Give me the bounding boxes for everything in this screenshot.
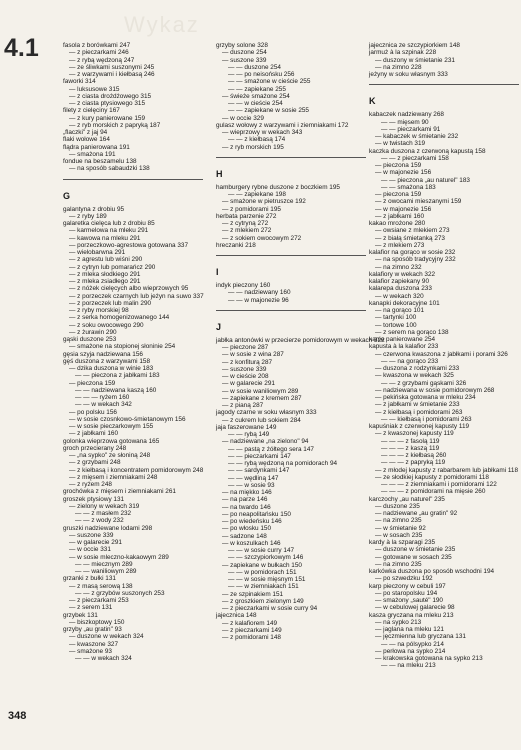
index-entry: filety z cielęciny 167 xyxy=(63,107,120,115)
header-ghost-text: Wykaz xyxy=(124,12,200,37)
index-entry: — — duszone 254 xyxy=(228,63,281,71)
index-entry: — z mleka słodkiego 291 xyxy=(69,270,141,278)
index-entry: — zapiekane z kremem 287 xyxy=(222,394,302,402)
index-entry: — w majonezie 156 xyxy=(375,169,432,177)
index-entry: — — pieczona z jabłkami 183 xyxy=(75,372,160,380)
index-entry: — z żurawin 290 xyxy=(69,328,117,336)
index-entry: — na twardo 146 xyxy=(222,503,271,511)
index-entry: — w occie 331 xyxy=(69,546,111,554)
index-entry: — z mlekiem 273 xyxy=(375,241,425,249)
index-entry: — pieczona 159 xyxy=(375,162,422,169)
index-entry: — z cytryną 272 xyxy=(222,220,269,227)
index-entry: — z pianą 287 xyxy=(222,402,264,409)
section-letter-g: G xyxy=(63,190,71,201)
section-rule xyxy=(63,179,203,180)
index-entry: gulasz wołowy z warzywami i ziemniakami 172 xyxy=(216,121,349,129)
index-entry: — z ryb morskich z papryką 187 xyxy=(69,121,161,129)
index-entry: — — szczypiorkowym 146 xyxy=(228,554,304,562)
index-entry: galantyna z drobiu 95 xyxy=(63,205,125,213)
index-entry: — nadziewana w sosie pomidorowym 268 xyxy=(375,386,495,394)
section-k xyxy=(369,84,519,107)
index-entry: — zielony w wekach 319 xyxy=(69,502,140,510)
index-entry: — — z grzybów suszonych 253 xyxy=(75,589,165,597)
index-entry: — pekińska gotowana w mleku 234 xyxy=(375,394,476,401)
index-entry: — — rybą wędzoną na pomidorach 94 xyxy=(228,460,338,467)
index-entry: gruszki nadziewane lodami 298 xyxy=(63,524,153,532)
index-entry: — duszony w śmietanie 231 xyxy=(375,56,455,64)
index-entry: — sadzone 148 xyxy=(222,532,267,540)
index-entry: — na zimno 235 xyxy=(375,560,422,568)
index-entry: — — z kiełbasą 174 xyxy=(228,136,286,144)
index-entry: — duszone w śmietanie 235 xyxy=(375,546,456,554)
index-entry: — z owocami mieszanymi 159 xyxy=(375,198,462,206)
section-rule xyxy=(216,157,366,158)
index-entry: — — sardynkami 147 xyxy=(228,467,290,475)
index-entry: jajecznica 148 xyxy=(216,612,257,620)
index-entry: — — pastą z żółtego sera 147 xyxy=(228,445,314,453)
index-entry: — suszone 339 xyxy=(69,531,114,539)
index-entry: — z pieczarkami 253 xyxy=(69,597,129,604)
index-entry: — z porzeczek lub malin 290 xyxy=(69,299,152,307)
index-entry: — po włosku 150 xyxy=(222,525,272,533)
index-entry: — krakowska gotowana na sypko 213 xyxy=(375,655,483,662)
index-entry: — smażone na stopionej słoninie 254 xyxy=(69,343,176,351)
index-entry: — nadziewane „na zielono" 94 xyxy=(222,438,309,446)
index-entry: — z cukrem lub sokiem 284 xyxy=(222,416,301,424)
index-entry: — z warzywami i kiełbasą 246 xyxy=(69,71,155,78)
section-rule xyxy=(216,310,366,311)
index-entry: kakao mrożone 280 xyxy=(369,220,426,227)
index-entry: — zapiekane w bułkach 150 xyxy=(222,561,302,569)
index-entry: — z ryb morskich 195 xyxy=(222,143,284,151)
index-entry: — wieprzowy w wekach 343 xyxy=(222,129,303,136)
index-entry: kaczka duszona z czerwoną kapustą 158 xyxy=(369,147,486,155)
index-entry: — — rybą 149 xyxy=(228,431,270,438)
index-entry: — — nadziewana kaszą 160 xyxy=(75,386,157,394)
index-entry: — luksusowe 315 xyxy=(69,85,120,93)
index-entry: — w sosie czosnkowo-śmietanowym 156 xyxy=(69,415,186,423)
index-entry: — z pieczarkami w sosie curry 94 xyxy=(222,605,318,612)
index-entry: — duszona z rodzynkami 233 xyxy=(375,365,460,372)
index-entry: — z jabłkami 160 xyxy=(69,430,119,438)
index-entry: — z nóżek cielęcych albo wieprzowych 95 xyxy=(69,285,189,293)
index-entry: — kwaszone 327 xyxy=(69,640,119,648)
index-entry: — na zimno 228 xyxy=(375,63,422,71)
index-entry: — pieczona 159 xyxy=(69,379,116,387)
index-entry: — z jabłkami w śmietanie 233 xyxy=(375,401,460,409)
index-entry: kabaczek nadziewany 268 xyxy=(369,111,444,119)
index-entry: — — — z pomidorami na mięsie 260 xyxy=(381,488,486,496)
entries-f xyxy=(63,42,203,173)
index-entry: — na sypko 213 xyxy=(375,618,422,626)
index-entry: — — w pomidorach 151 xyxy=(228,568,297,576)
index-entry: — z ciasta drożdżowego 315 xyxy=(69,92,152,100)
index-entry: — biszkoptowy 150 xyxy=(69,618,125,626)
index-entry: — tartynki 100 xyxy=(375,314,417,322)
entries-j-cont xyxy=(369,42,519,78)
index-entry: — duszone 235 xyxy=(375,502,420,510)
index-entry: — owsiane z mlekiem 273 xyxy=(375,227,450,235)
index-entry: grochówka z mięsem i ziemniakami 261 xyxy=(63,488,176,496)
index-entry: — z porzeczek czarnych lub jeżyn na suwo 337 xyxy=(69,292,204,300)
index-entry: — duszone w wekach 324 xyxy=(69,633,144,641)
index-entry: — porzeczkowo-agrestowa gotowana 337 xyxy=(69,241,189,249)
index-entry: karczochy „au naturel" 235 xyxy=(369,495,445,503)
index-entry: — — smażona 183 xyxy=(381,183,436,191)
index-entry: kanapki dekoracyjne 101 xyxy=(369,299,440,307)
section-letter-j: J xyxy=(216,321,222,332)
index-entry: kapusta à la kalafior 233 xyxy=(369,343,439,351)
index-entry: — pieczone 287 xyxy=(222,344,269,351)
index-entry: — z grzybami 248 xyxy=(69,459,121,467)
index-entry: karkówka duszona po sposób wschodni 194 xyxy=(369,568,495,575)
entries-g-cont xyxy=(216,42,366,151)
index-column-2 xyxy=(216,42,385,641)
index-entry: — na sposób tradycyjny 232 xyxy=(375,256,456,264)
index-entry: grzybek 131 xyxy=(63,611,98,619)
index-entry: — z mięsem i ziemniakami 248 xyxy=(69,473,158,481)
index-entry: — — w majonezie 96 xyxy=(228,296,289,304)
index-entry: — z młodej kapusty z rabarbarem lub jabłkami 118 xyxy=(375,466,519,474)
index-entry: — — w cieście 254 xyxy=(228,100,283,107)
index-entry: grzanki z bułki 131 xyxy=(63,575,116,583)
index-entry: — — — ryżem 160 xyxy=(75,394,130,401)
index-entry: — — kiełbasą i pomidorami 263 xyxy=(381,415,472,423)
index-entry: — dzika duszona w winie 183 xyxy=(69,365,154,372)
index-entry: — po staropolsku 194 xyxy=(375,589,438,597)
index-entry: — pieczona 159 xyxy=(375,191,422,198)
index-entry: — po wiedeńsku 146 xyxy=(222,518,282,525)
index-entry: — z cytryn lub pomarańcz 290 xyxy=(69,263,156,271)
index-entry: — — zapiekane w sosie 255 xyxy=(228,107,309,115)
index-entry: — — w sosie 93 xyxy=(228,481,275,489)
index-entry: — — z wody 232 xyxy=(75,517,124,525)
index-entry: indyk pieczony 160 xyxy=(216,282,271,289)
index-entry: — nadziewane „au gratin" 92 xyxy=(375,510,458,517)
index-entry: — z kwaszonej kapusty 119 xyxy=(375,430,454,438)
index-entry: — w śmietanie 92 xyxy=(375,524,426,532)
index-entry: — na zimno 232 xyxy=(375,263,422,271)
index-entry: fondue na beszamelu 138 xyxy=(63,158,137,165)
index-entry: — z ryby morskiej 98 xyxy=(69,307,129,314)
index-entry: faworki 314 xyxy=(63,78,96,86)
index-entry: „flaczki" z jaj 94 xyxy=(63,129,108,136)
index-entry: — na zimno 235 xyxy=(375,517,422,525)
section-g xyxy=(63,179,203,202)
index-entry: — po polsku 156 xyxy=(69,408,117,416)
index-entry: — z białą śmietanką 273 xyxy=(375,234,445,242)
index-entry: — kabaczek w śmietanie 232 xyxy=(375,133,459,140)
index-entry: — — w wekach 342 xyxy=(75,401,132,409)
index-entry: jarmuż à la szpinak 228 xyxy=(369,49,437,57)
index-entry: — po neapolitańsku 150 xyxy=(222,510,291,518)
index-entry: — na sposób sabaudzki 138 xyxy=(69,165,150,173)
entries-g xyxy=(63,206,203,663)
index-entry: — z ryby 189 xyxy=(69,212,107,220)
index-entry: — z soku owocowego 290 xyxy=(69,321,144,329)
index-entry: — w galarecie 291 xyxy=(69,539,122,546)
index-entry: — — — z kiełbasą 260 xyxy=(381,452,447,459)
index-entry: — — w ziemniakach 151 xyxy=(228,583,299,591)
index-entry: — — — z kaszą 119 xyxy=(381,444,440,452)
section-rule xyxy=(369,84,519,85)
index-entry: — z jabłkami 160 xyxy=(375,212,425,220)
index-entry: — z kury panierowane 159 xyxy=(69,114,146,122)
index-entry: jeżyny w soku własnym 333 xyxy=(369,71,448,78)
index-entry: — kawowa na mleku 291 xyxy=(69,234,141,242)
index-entry: — — w sosie mięsnym 151 xyxy=(228,576,306,583)
section-j xyxy=(216,310,366,333)
index-entry: — z kiełbasą i koncentratem pomidorowym 248 xyxy=(69,466,204,474)
index-entry: — z pomidorami 195 xyxy=(222,205,281,213)
index-entry: gęś duszona z warzywami 158 xyxy=(63,357,151,365)
index-entry: — w koszulkach 146 xyxy=(222,539,281,547)
index-entry: — ze szpinakiem 151 xyxy=(222,590,284,598)
index-entry: kasza gryczana na mleku 213 xyxy=(369,611,454,619)
section-letter-i: I xyxy=(216,267,219,277)
index-entry: grzyby solone 328 xyxy=(216,42,268,49)
index-entry: — „na sypko" ze słoniną 248 xyxy=(69,452,151,459)
index-entry: herbata parzenie 272 xyxy=(216,212,277,220)
index-entry: — — z grzybami gąskami 326 xyxy=(381,379,467,387)
index-entry: — ze słodkiej kapusty z pomidorami 118 xyxy=(375,473,489,481)
index-entry: — z serem na gorąco 138 xyxy=(375,328,449,336)
section-i xyxy=(216,255,366,278)
index-column-3 xyxy=(369,42,519,670)
index-entry: — — zapiekane 198 xyxy=(228,191,286,198)
index-entry: gąski duszone 253 xyxy=(63,336,117,343)
index-entry: — na parze 146 xyxy=(222,496,268,504)
section-letter-k: K xyxy=(369,96,376,107)
index-entry: fasola z borówkami 247 xyxy=(63,42,131,49)
index-entry: jagody czarne w soku własnym 333 xyxy=(216,409,317,417)
index-entry: karp pieczony w cebuli 197 xyxy=(369,582,446,590)
index-entry: — z pomidorami 148 xyxy=(222,634,281,641)
index-entry: flaki wołowe 164 xyxy=(63,136,110,144)
index-entry: — — nadziewany 160 xyxy=(228,289,291,297)
index-entry: — — waniliowym 289 xyxy=(75,568,137,575)
index-entry: — w sosie pieczarkowym 155 xyxy=(69,423,154,430)
section-rule xyxy=(216,255,366,256)
section-letter-h: H xyxy=(216,168,223,179)
index-entry: — — smażone w cieście 255 xyxy=(228,78,311,86)
index-entry: — smażona 191 xyxy=(69,150,116,158)
index-entry: groszek ptysiowy 131 xyxy=(63,495,125,503)
entries-h xyxy=(216,184,366,249)
index-entry: — — na mleku 213 xyxy=(381,662,436,670)
index-entry: — karmelowa na mleku 291 xyxy=(69,227,149,235)
index-entry: groch przecierany 248 xyxy=(63,444,127,452)
index-entry: — — po neisońsku 256 xyxy=(228,71,295,78)
index-entry: — z serem 131 xyxy=(69,604,113,612)
index-entry: — w majonezie 156 xyxy=(375,205,432,213)
index-entry: — — w wekach 324 xyxy=(75,655,132,662)
index-entry: — w sosie waniliowym 289 xyxy=(222,387,299,395)
index-entry: kalafiory w wekach 322 xyxy=(369,270,436,278)
index-entry: — smażone 93 xyxy=(69,647,112,655)
index-entry: — z agrestu lub wiśni 290 xyxy=(69,256,143,264)
index-entry: — smażone w pietruszce 192 xyxy=(222,198,306,206)
index-entry: — — pieczarkami 147 xyxy=(228,452,291,460)
index-entry: jabłka antonówki w przecierze pomidorowym w wekach 322 xyxy=(216,336,385,344)
index-entry: — — pieczarkami 91 xyxy=(381,125,441,133)
index-entry: — w galarecie 291 xyxy=(222,380,275,388)
index-entry: — czerwona kwaszona z jabłkami i porami 326 xyxy=(375,350,508,358)
index-entry: — jaglana na mleku 121 xyxy=(375,626,444,633)
index-entry: — w twistach 319 xyxy=(375,140,426,148)
index-entry: — smażony „sauté" 190 xyxy=(375,597,443,604)
index-entry: galaretka cielęca lub z drobiu 85 xyxy=(63,220,155,227)
index-entry: gęsia szyja nadziewana 156 xyxy=(63,350,143,358)
index-entry: hamburgery rybne duszone z boczkiem 195 xyxy=(216,183,340,191)
chapter-number: 4.1 xyxy=(4,34,39,62)
index-entry: — — — z papryką 119 xyxy=(381,459,446,467)
index-entry: — gotowane w sosach 235 xyxy=(375,553,452,561)
index-entry: — suszone 339 xyxy=(222,56,267,64)
index-entry: — z serka homogenizowanego 144 xyxy=(69,314,170,322)
index-entry: — z groszkiem zielonym 149 xyxy=(222,597,304,605)
entries-i xyxy=(216,282,366,304)
index-entry: — — — z ziemniakami i pomidorami 122 xyxy=(381,481,497,488)
index-entry: — — wędliną 147 xyxy=(228,474,279,482)
index-entry: — z kiełbasą i pomidorami 263 xyxy=(375,408,463,416)
index-entry: — świeże smażone 254 xyxy=(222,92,290,100)
index-entry: — w sosie z wina 287 xyxy=(222,351,284,359)
index-entry: — duszone 254 xyxy=(222,49,267,57)
index-entry: — z ryżem 248 xyxy=(69,481,112,488)
index-entry: — z sokiem owocowym 272 xyxy=(222,234,302,242)
index-entry: — — na pólsypko 214 xyxy=(381,640,444,648)
index-entry: — po szwedzku 192 xyxy=(375,575,433,583)
index-entry: — z mlekiem 272 xyxy=(222,227,272,235)
section-h xyxy=(216,157,366,180)
index-entry: — z pieczarkami 149 xyxy=(222,626,282,634)
index-entry: — kwaszona w wekach 325 xyxy=(375,372,454,380)
index-entry: flądra panierowana 191 xyxy=(63,143,130,151)
index-entry: golonka wieprzowa gotowana 165 xyxy=(63,437,160,445)
index-entry: — w cieście 208 xyxy=(222,373,269,380)
entries-k xyxy=(369,111,519,669)
index-entry: kardy à la szparagi 235 xyxy=(369,539,436,546)
index-entry: — wielobarwna 291 xyxy=(69,249,126,256)
index-entry: — w occie 329 xyxy=(222,114,264,122)
index-entry: — — mięsem 90 xyxy=(381,118,429,126)
index-entry: hreczanki 218 xyxy=(216,241,256,249)
index-entry: — w cebulowej galarecie 98 xyxy=(375,604,455,612)
index-entry: — ze śliwkami suszonymi 245 xyxy=(69,63,155,71)
index-entry: jaja faszerowane 149 xyxy=(216,423,277,431)
index-entry: — w sosach 235 xyxy=(375,531,423,539)
index-entry: — — na gorąco 233 xyxy=(381,357,439,365)
index-entry: — — pieczona „au naturel" 183 xyxy=(381,176,470,184)
entries-j xyxy=(216,336,385,642)
index-entry: kalarepa duszona 233 xyxy=(369,285,432,293)
index-entry: — suszone 339 xyxy=(222,365,267,373)
index-entry: — w wekach 320 xyxy=(375,292,424,300)
index-entry: — — w sosie curry 147 xyxy=(228,547,295,554)
index-entry: — — miecznym 289 xyxy=(75,560,133,568)
index-entry: kalafior na gorąco w sosie 232 xyxy=(369,249,456,256)
index-entry: — z konfiturą 287 xyxy=(222,358,273,366)
index-entry: — na miękko 146 xyxy=(222,489,272,496)
index-entry: kanie panierowane 254 xyxy=(369,336,436,343)
index-entry: — z rybą wędzoną 247 xyxy=(69,56,135,64)
index-entry: grzyby „au gratin" 93 xyxy=(63,626,122,633)
index-entry: jajecznica ze szczypiorkiem 148 xyxy=(369,42,460,49)
index-entry: kapuśniak z czerwonej kapusty 119 xyxy=(369,423,470,430)
index-entry: — na gorąco 101 xyxy=(375,307,425,314)
index-entry: — z kalafiorem 149 xyxy=(222,619,278,627)
index-column-1 xyxy=(63,42,203,662)
index-entry: — z mleka zsiadłego 291 xyxy=(69,278,141,285)
index-entry: — jęczmienna lub gryczana 131 xyxy=(375,633,466,641)
index-entry: — z ciasta ptysiowego 315 xyxy=(69,100,146,107)
index-entry: — tortowe 100 xyxy=(375,321,417,329)
index-entry: — w sosie mleczno-kakaowym 289 xyxy=(69,553,169,561)
index-entry: — — — z fasolą 119 xyxy=(381,437,440,445)
index-entry: — — z masłem 232 xyxy=(75,510,132,517)
index-entry: — — z pieczarkami 158 xyxy=(381,154,449,162)
index-entry: — — zapiekane 255 xyxy=(228,85,286,93)
index-entry: — z pieczarkami 246 xyxy=(69,49,129,57)
page-number: 348 xyxy=(8,710,27,722)
index-entry: kalafior zapiekany 90 xyxy=(369,278,430,285)
index-entry: — perłowa na sypko 214 xyxy=(375,647,446,655)
index-entry: — z masą serową 138 xyxy=(69,582,133,590)
